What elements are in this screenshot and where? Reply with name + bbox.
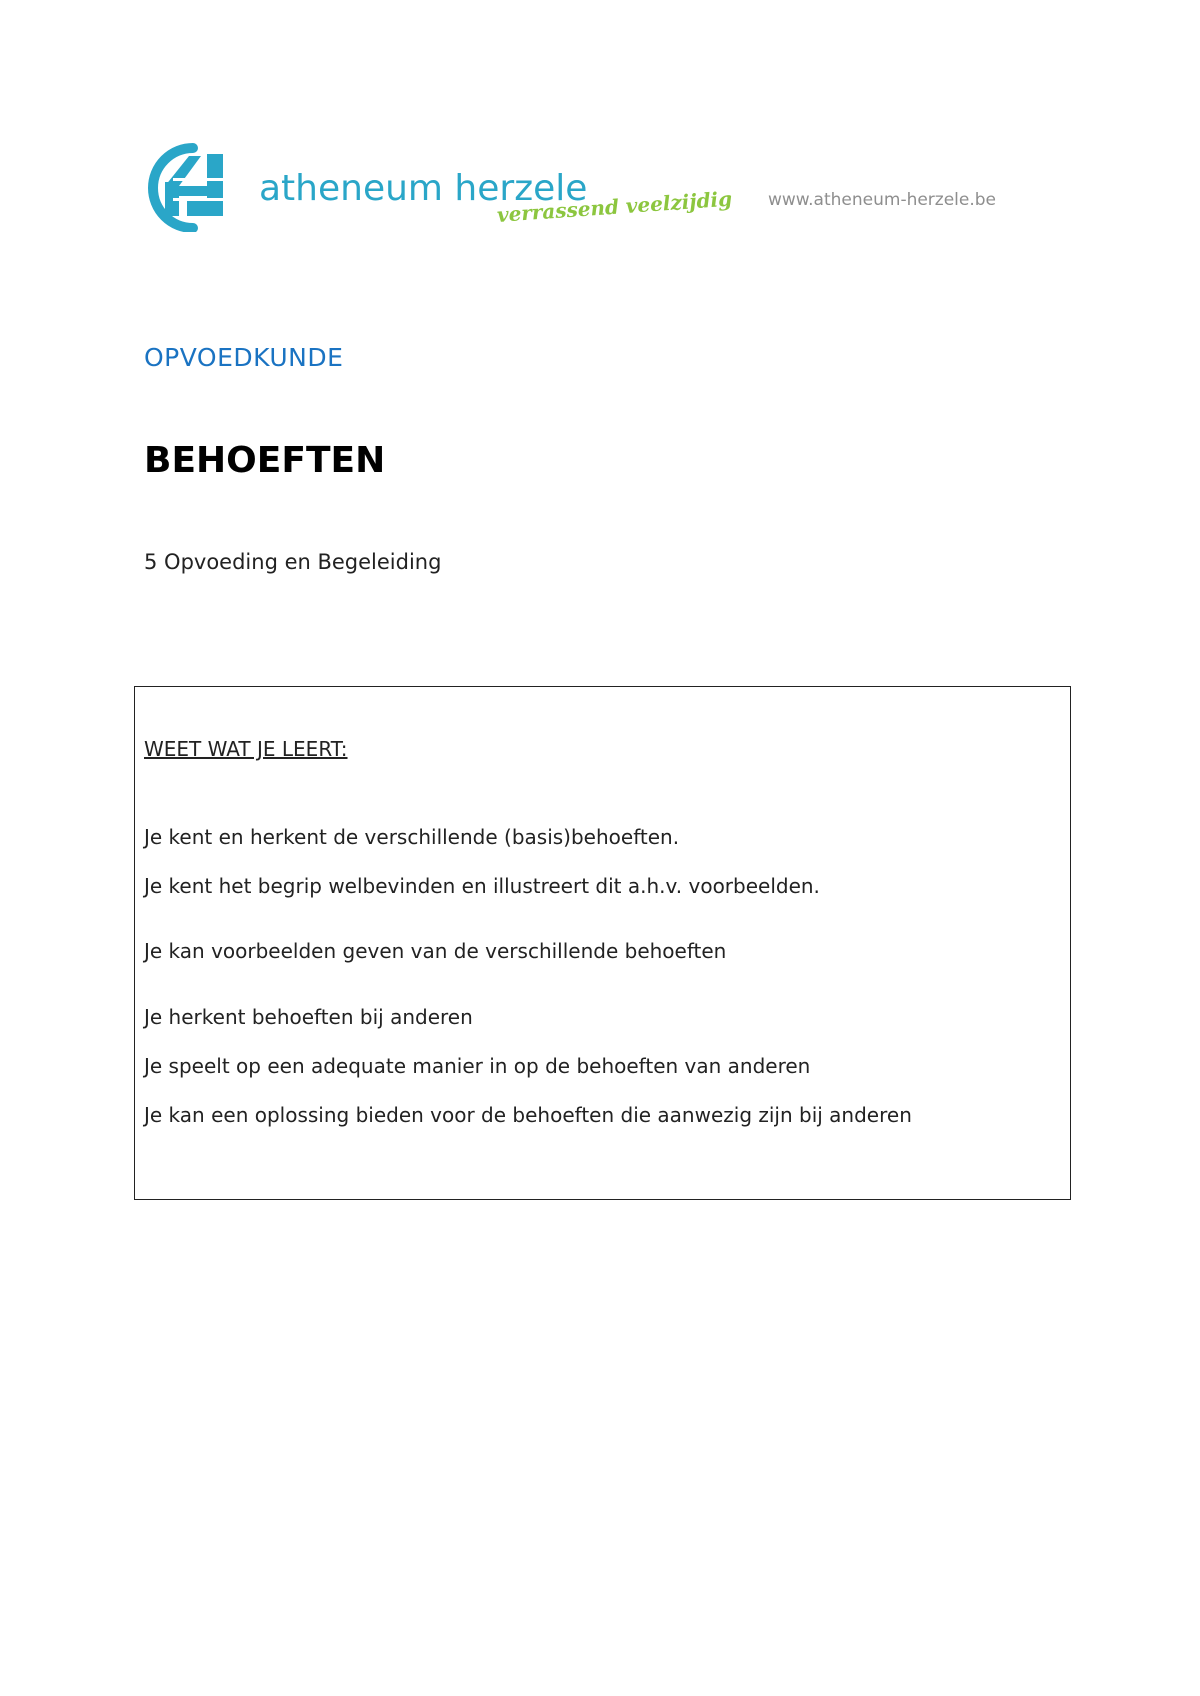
learning-objectives-box bbox=[134, 686, 1071, 1200]
objective-item: Je kan een oplossing bieden voor de behoeften die aanwezig zijn bij anderen bbox=[144, 1103, 912, 1127]
subject-label: OPVOEDKUNDE bbox=[144, 343, 344, 372]
school-logo-icon bbox=[143, 142, 243, 232]
page-title: BEHOEFTEN bbox=[144, 440, 386, 481]
objective-item: Je kent en herkent de verschillende (basis)behoeften. bbox=[144, 825, 680, 849]
learning-objectives-heading: WEET WAT JE LEERT: bbox=[144, 737, 348, 761]
objective-item: Je speelt op een adequate manier in op de behoeften van anderen bbox=[144, 1054, 811, 1078]
school-header bbox=[143, 138, 1023, 238]
objective-item: Je kent het begrip welbevinden en illustreert dit a.h.v. voorbeelden. bbox=[144, 874, 820, 898]
objective-item: Je kan voorbeelden geven van de verschillende behoeften bbox=[144, 939, 727, 963]
objective-item: Je herkent behoeften bij anderen bbox=[144, 1005, 473, 1029]
school-website: www.atheneum-herzele.be bbox=[768, 190, 997, 210]
course-label: 5 Opvoeding en Begeleiding bbox=[144, 550, 442, 574]
school-name: atheneum herzele bbox=[259, 168, 588, 209]
school-slogan: verrassend veelzijdig bbox=[496, 186, 733, 227]
